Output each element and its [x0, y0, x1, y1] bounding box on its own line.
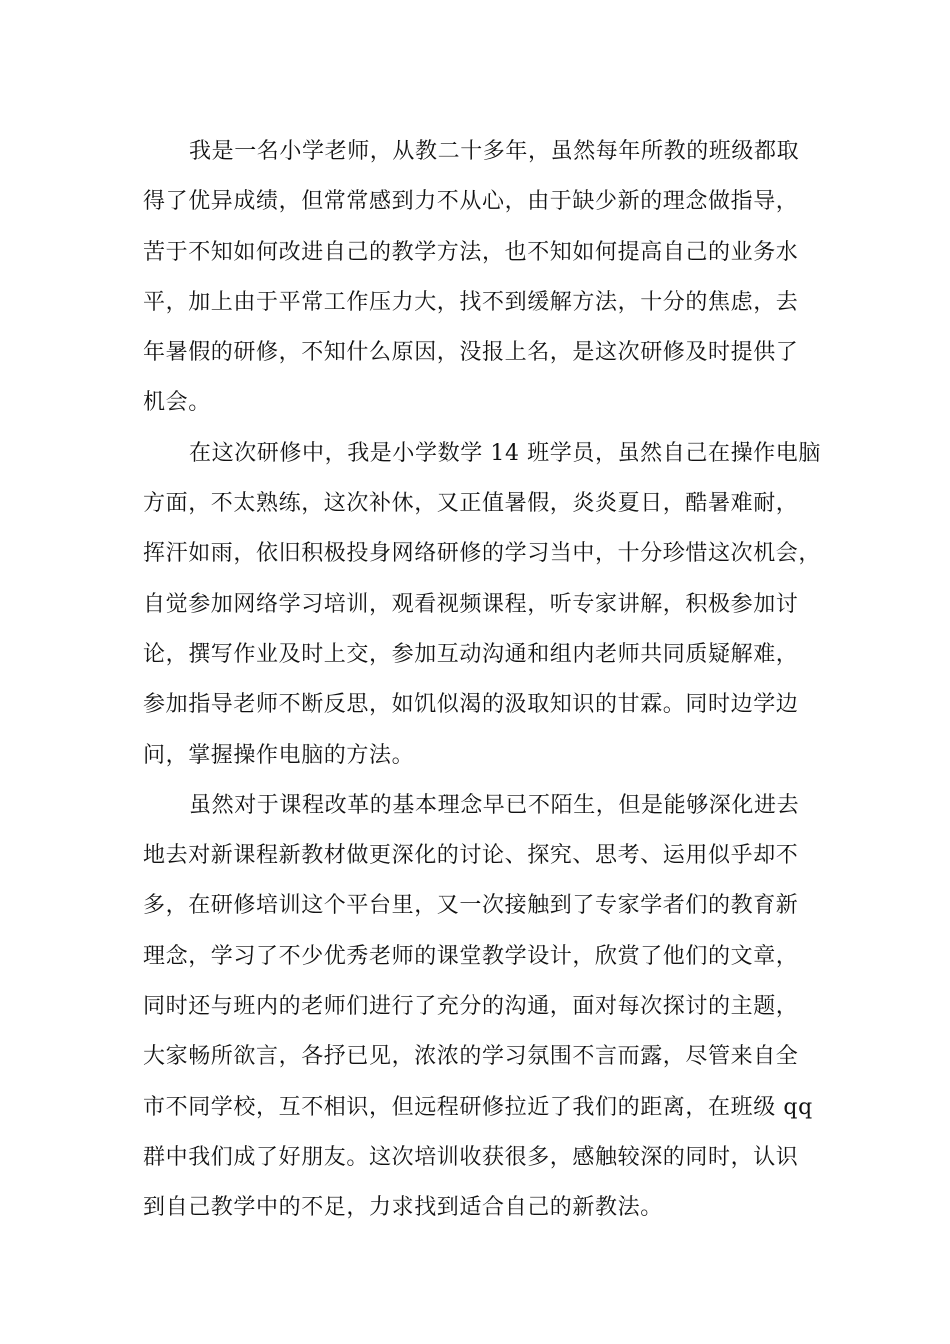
text-line: 参加指导老师不断反思，如饥似渴的汲取知识的甘霖。同时边学边 — [143, 692, 799, 718]
text-line: 大家畅所欲言，各抒已见，浓浓的学习氛围不言而露，尽管来自全 — [143, 1044, 799, 1070]
text-line: 在这次研修中，我是小学数学 14 班学员，虽然自己在操作电脑 — [189, 440, 821, 466]
text-line: 市不同学校，互不相识，但远程研修拉近了我们的距离，在班级 qq — [143, 1094, 813, 1120]
text-line: 理念，学习了不少优秀老师的课堂教学设计，欣赏了他们的文章， — [143, 943, 799, 969]
text-line: 年暑假的研修，不知什么原因，没报上名，是这次研修及时提供了 — [143, 340, 799, 366]
text-line: 自觉参加网络学习培训，观看视频课程，听专家讲解，积极参加讨 — [143, 591, 799, 617]
text-line: 群中我们成了好朋友。这次培训收获很多，感触较深的同时，认识 — [143, 1144, 799, 1170]
text-line: 平，加上由于平常工作压力大，找不到缓解方法，十分的焦虑，去 — [143, 289, 799, 315]
text-line: 地去对新课程新教材做更深化的讨论、探究、思考、运用似乎却不 — [143, 843, 799, 869]
text-line: 虽然对于课程改革的基本理念早已不陌生，但是能够深化进去 — [189, 792, 800, 818]
text-line: 到自己教学中的不足，力求找到适合自己的新教法。 — [143, 1195, 663, 1221]
paragraph-3 — [143, 781, 815, 1234]
text-line: 同时还与班内的老师们进行了充分的沟通，面对每次探讨的主题， — [143, 994, 799, 1020]
text-line: 得了优异成绩，但常常感到力不从心，由于缺少新的理念做指导， — [143, 189, 799, 215]
text-line: 问，掌握操作电脑的方法。 — [143, 742, 415, 768]
text-line: 挥汗如雨，依旧积极投身网络研修的学习当中，十分珍惜这次机会， — [143, 541, 822, 567]
paragraph-1 — [143, 127, 815, 429]
text-line: 我是一名小学老师，从教二十多年，虽然每年所教的班级都取 — [189, 139, 800, 164]
text-line: 机会。 — [143, 390, 211, 416]
text-line: 多，在研修培训这个平台里，又一次接触到了专家学者们的教育新 — [143, 893, 799, 919]
text-line: 苦于不知如何改进自己的教学方法，也不知如何提高自己的业务水 — [143, 239, 799, 265]
document-body — [143, 127, 822, 1234]
text-line: 论，撰写作业及时上交，参加互动沟通和组内老师共同质疑解难， — [143, 641, 799, 667]
text-line: 方面，不太熟练，这次补休，又正值暑假，炎炎夏日，酷暑难耐， — [143, 491, 799, 517]
paragraph-2 — [143, 429, 822, 781]
